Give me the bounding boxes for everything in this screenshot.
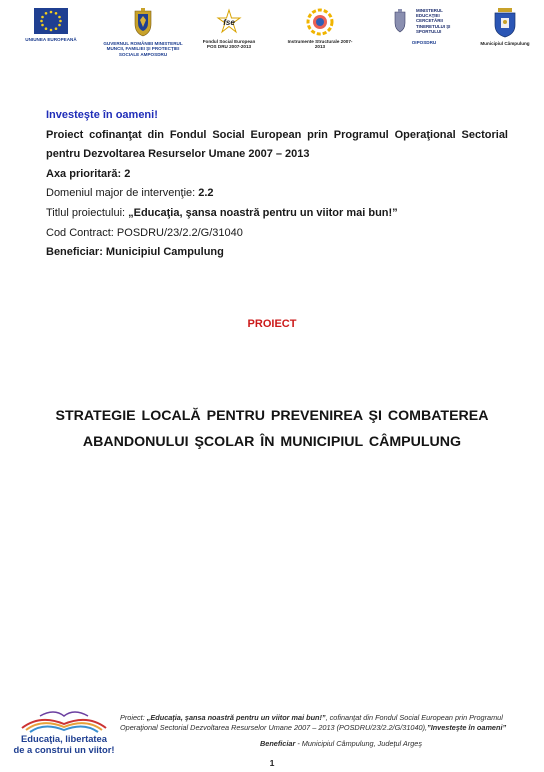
proiect-label: PROIECT (247, 318, 297, 330)
priority-axis (46, 165, 508, 185)
document-title-line2: ABANDONULUI ŞCOLAR ÎN MUNICIPIUL CÂMPULUNG (82, 434, 462, 450)
footer-project-text (120, 713, 532, 732)
contract-code-value: POSDRU/23/2.2/G/31040 (116, 226, 243, 239)
intervention-domain (46, 184, 508, 204)
document-title-line1: STRATEGIE LOCALĂ PENTRU PREVENIREA ŞI COMBATEREA (55, 408, 489, 424)
beneficiary-label: Beneficiar: (46, 246, 106, 259)
project-info (46, 106, 508, 263)
open-book-icon (10, 706, 118, 734)
eu-flag-icon (34, 8, 68, 34)
structural-instruments-caption: Instrumente Structurale 2007-2013 (287, 39, 353, 50)
slogan: Investeşte în oameni! (46, 109, 158, 121)
project-title (46, 204, 508, 224)
page-number: 1 (269, 758, 275, 768)
footer-logo-text (10, 734, 118, 755)
footer-benef-value: - Municipiul Câmpulung, Judeţul Argeş (295, 739, 422, 748)
contract-code (46, 224, 508, 244)
intervention-domain-label: Domeniul major de intervenţie: (46, 187, 199, 200)
footer-proj-title: „Educaţia, şansa noastră pentru un viitor mai bun!” (146, 713, 326, 722)
footer-proj-slogan: ”Investeşte în oameni” (427, 722, 507, 732)
eu-logo-caption: UNIUNEA EUROPEANĂ (25, 37, 77, 42)
footer-proj-prefix: Proiect: (120, 713, 147, 722)
footer-proj-rest: , cofinanţat din Fondul Social European prin Programul Operaţional Sectorial Dezvoltarea Resurselor Umane 2007 – 2013 (POSDRU/23/2.2/G/31040), (120, 713, 503, 732)
ministry-mark-text: MINISTERUL EDUCAŢIEI CERCETĂRII TINERETULUI ŞI SPORTULUI (416, 8, 451, 34)
intervention-domain-value: 2.2 (198, 187, 214, 200)
footer-logo-line1: Educaţia, libertatea (21, 733, 107, 744)
document-title (20, 403, 524, 455)
fse-logo (198, 8, 260, 50)
footer-beneficiary (260, 739, 422, 748)
contract-code-label: Cod Contract: (46, 226, 117, 239)
structural-instruments-logo (286, 8, 354, 50)
priority-axis-value: 2 (124, 167, 131, 180)
ministry-logo-caption: OIPOSDRU (411, 40, 437, 45)
eu-logo (20, 8, 82, 42)
ministry-logo (386, 8, 462, 45)
fse-mark-text: fse (223, 18, 235, 27)
romania-coat-of-arms-icon (131, 8, 155, 38)
campulung-logo (474, 8, 536, 46)
government-logo-caption: GUVERNUL ROMÂNIEI MINISTERUL MUNCII, FAMILIEI ŞI PROTECŢIEI SOCIALE AMPOSDRU (103, 41, 183, 57)
fse-logo-caption: Fondul Social European POS DRU 2007-2013 (202, 39, 256, 50)
fse-star-icon (214, 8, 244, 36)
priority-axis-label: Axa prioritară: (46, 167, 125, 180)
government-logo (102, 8, 184, 57)
footer-logo (10, 706, 118, 762)
beneficiary-value: Municipiul Campulung (105, 246, 224, 259)
campulung-logo-caption: Municipiul Câmpulung (480, 41, 530, 46)
footer-benef-label: Beneficiar (260, 739, 296, 748)
project-title-value: „Educaţia, şansa noastră pentru un viitor mai bun!” (128, 206, 398, 219)
campulung-coat-of-arms-icon (492, 8, 518, 38)
structural-instruments-icon (303, 8, 337, 36)
header-logos (0, 8, 544, 72)
project-title-label: Titlul proiectului: (46, 206, 129, 219)
ministry-crest-icon (393, 8, 407, 34)
project-cofinancing-line: Proiect cofinanţat din Fondul Social European prin Programul Operaţional Sectorial pentru Dezvoltarea Resurselor Umane 2007 – 2013 (46, 128, 508, 161)
footer-logo-line2: de a construi un viitor! (13, 743, 115, 755)
beneficiary (46, 243, 508, 263)
